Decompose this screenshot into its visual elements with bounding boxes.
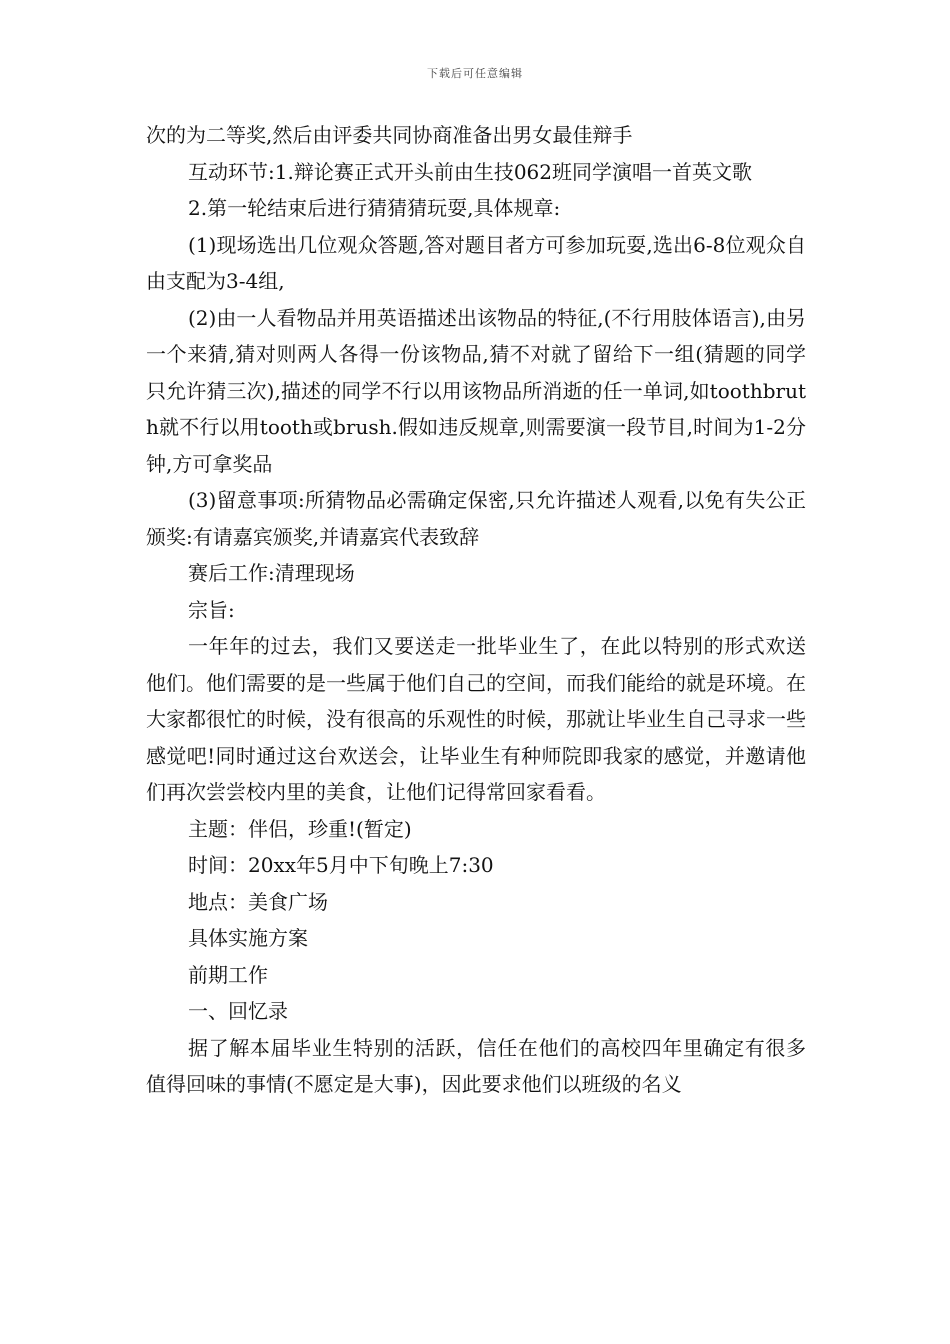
paragraph-post-event-work: 赛后工作:清理现场 [188, 561, 355, 585]
paragraph-implementation-plan: 具体实施方案 [188, 926, 308, 950]
paragraph-time: 时间：20xx年5月中下旬晚上7:30 [188, 853, 494, 877]
document-body [146, 117, 806, 1103]
paragraph-purpose-body: 一年年的过去，我们又要送走一批毕业生了，在此以特别的形式欢送他们。他们需要的是一些属于他们自己的空间，而我们能给的就是环境。在大家都很忙的时候，没有很高的乐观性的时候，那就让毕业生自己寻求一些感觉吧!同时通过这台欢送会，让毕业生有种师院即我家的感觉，并邀请他们再次尝尝校内里的美食，让他们记得常回家看看。 [146, 634, 806, 804]
paragraph-memoir-heading: 一、回忆录 [188, 999, 288, 1023]
paragraph-interaction-segment: 互动环节:1.辩论赛正式开头前由生技062班同学演唱一首英文歌 [188, 159, 752, 184]
paragraph-award-continuation: 次的为二等奖,然后由评委共同协商准备出男女最佳辩手 [146, 123, 633, 147]
paragraph-memoir-body: 据了解本届毕业生特别的活跃，信任在他们的高校四年里确定有很多值得回味的事情(不愿定是大事)，因此要求他们以班级的名义 [146, 1035, 806, 1096]
paragraph-rule-3: (3)留意事项:所猜物品必需确定保密,只允许描述人观看,以免有失公正颁奖:有请嘉宾颁奖,并请嘉宾代表致辞 [146, 488, 806, 549]
page-header-note: 下载后可任意编辑 [427, 67, 523, 80]
paragraph-rule-1: (1)现场选出几位观众答题,答对题目者方可参加玩耍,选出6-8位观众自由支配为3-4组, [146, 232, 806, 293]
paragraph-theme: 主题：伴侣，珍重!(暂定) [188, 816, 412, 841]
paragraph-rule-2: (2)由一人看物品并用英语描述出该物品的特征,(不行用肢体语言),由另一个来猜,猜对则两人各得一份该物品,猜不对就了留给下一组(猜题的同学只允许猜三次),描述的同学不行以用该物品所消逝的任一单词,如toothbruth就不行以用tooth或brush.假如违反规章,则需要演一段节目,时间为1-2分钟,方可拿奖品 [146, 305, 806, 476]
paragraph-guessing-game-rules: 2.第一轮结束后进行猜猜猜玩耍,具体规章: [188, 196, 561, 220]
paragraph-purpose-heading: 宗旨: [188, 597, 235, 622]
paragraph-preliminary-work: 前期工作 [188, 962, 268, 987]
paragraph-location: 地点：美食广场 [188, 889, 328, 914]
